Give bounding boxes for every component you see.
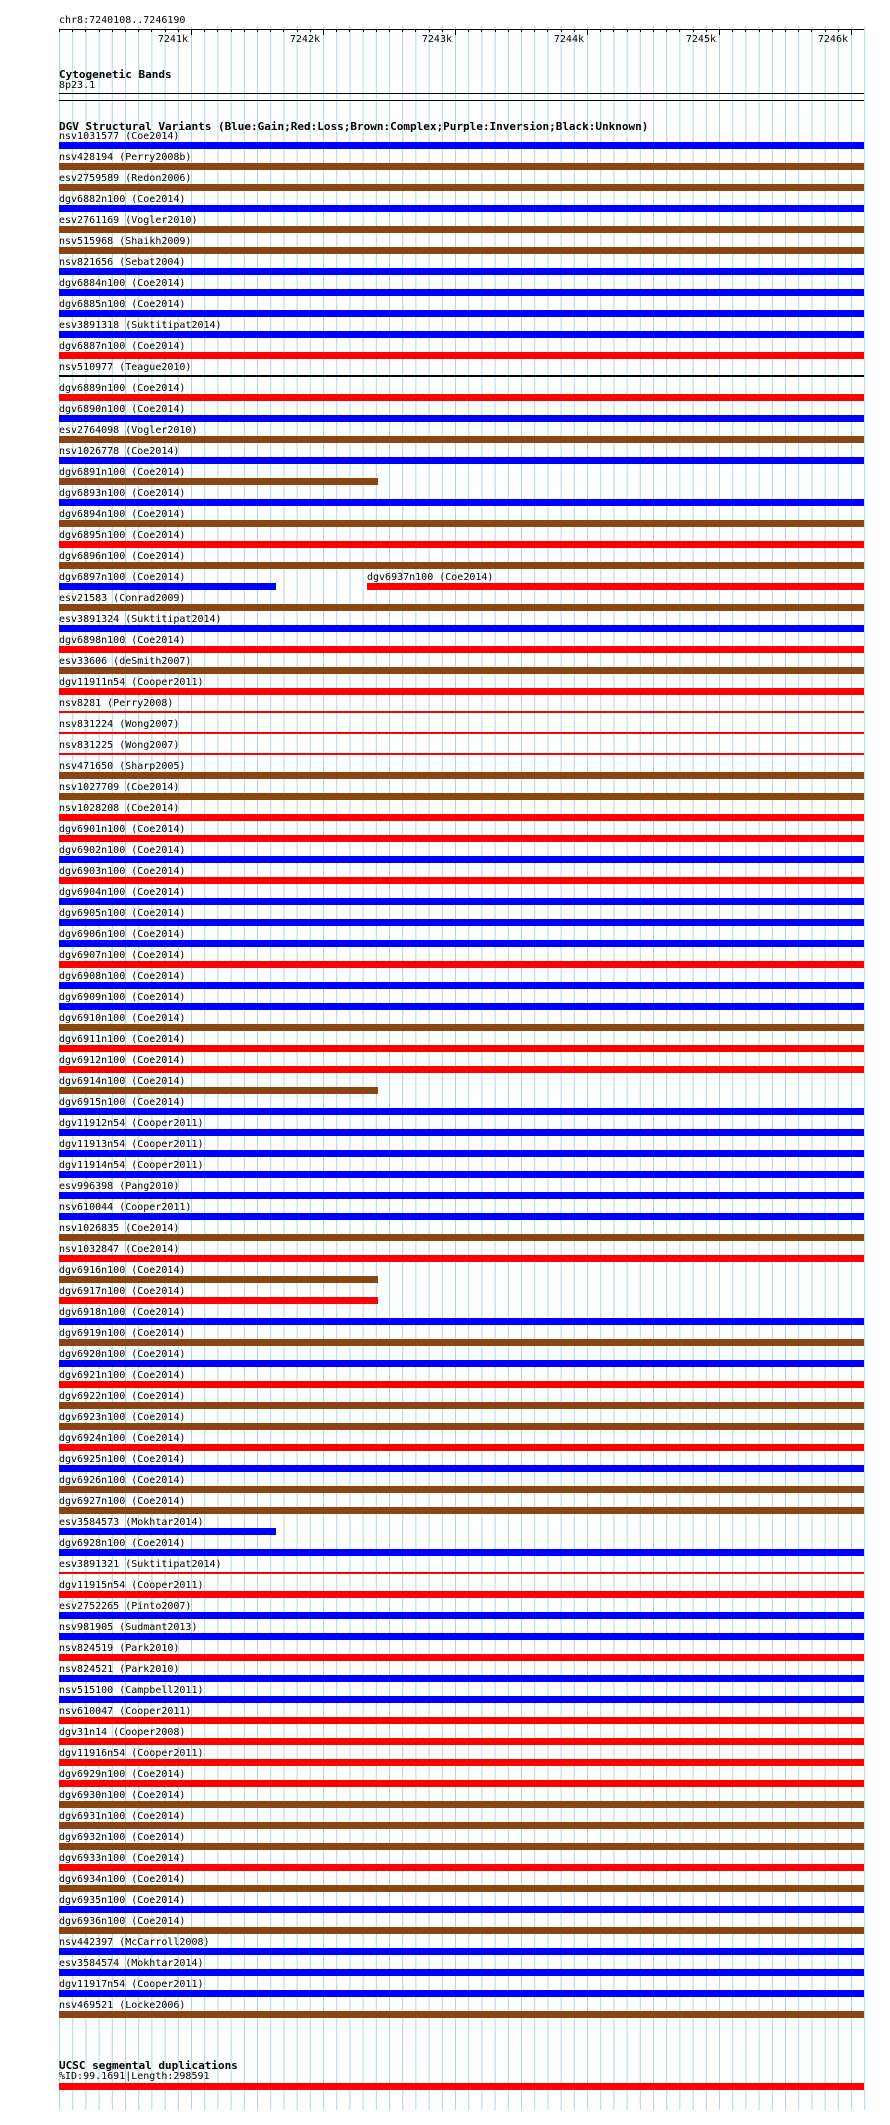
variant-bar[interactable] <box>59 919 864 926</box>
ruler-minor-tick <box>613 29 614 32</box>
ruler-minor-tick <box>138 29 139 32</box>
variant-bar[interactable] <box>59 1192 864 1199</box>
variant-bar[interactable] <box>59 1066 864 1073</box>
ruler-minor-tick <box>297 29 298 32</box>
variant-bar[interactable] <box>59 835 864 842</box>
variant-bar[interactable] <box>59 646 864 653</box>
ruler-minor-tick <box>627 29 628 32</box>
variant-label[interactable]: nsv510977 (Teague2010) <box>59 362 192 373</box>
variant-bar[interactable] <box>59 184 864 191</box>
ruler-minor-tick <box>666 29 667 32</box>
variant-bar[interactable] <box>59 541 864 548</box>
variant-label[interactable]: dgv6930n100 (Coe2014) <box>59 1790 186 1801</box>
variant-bar[interactable] <box>59 1738 864 1745</box>
variant-bar[interactable] <box>59 667 864 674</box>
variant-bar[interactable] <box>59 1171 864 1178</box>
variant-bar[interactable] <box>59 375 864 377</box>
variant-label[interactable]: dgv11917n54 (Cooper2011) <box>59 1979 204 1990</box>
variant-label[interactable]: dgv6918n100 (Coe2014) <box>59 1307 186 1318</box>
ruler-minor-tick <box>217 29 218 32</box>
segdup-label[interactable]: %ID:99.1691|Length:298591 <box>59 2071 210 2082</box>
variant-bar[interactable] <box>59 1717 864 1724</box>
variant-bar[interactable] <box>59 1572 864 1574</box>
ruler-minor-tick <box>547 29 548 32</box>
variant-bar[interactable] <box>59 394 864 401</box>
variant-label[interactable]: esv3891321 (Suktitipat2014) <box>59 1559 222 1570</box>
variant-bar[interactable] <box>59 226 864 233</box>
variant-bar[interactable] <box>59 1150 864 1157</box>
variant-bar[interactable] <box>59 436 864 443</box>
ruler-minor-tick <box>389 29 390 32</box>
ruler-minor-tick <box>574 29 575 32</box>
variant-label[interactable]: dgv6925n100 (Coe2014) <box>59 1454 186 1465</box>
ruler-minor-tick <box>349 29 350 32</box>
ruler-minor-tick <box>310 29 311 32</box>
ruler-minor-tick <box>653 29 654 32</box>
variant-bar[interactable] <box>59 583 276 590</box>
variant-label[interactable]: nsv824521 (Park2010) <box>59 1664 180 1675</box>
ruler-minor-tick <box>323 29 324 32</box>
variant-bar[interactable] <box>59 1654 864 1661</box>
variant-bar[interactable] <box>59 940 864 947</box>
variant-bar[interactable] <box>59 1255 864 1262</box>
variant-label[interactable]: dgv6922n100 (Coe2014) <box>59 1391 186 1402</box>
variant-bar[interactable] <box>59 604 864 611</box>
variant-bar[interactable] <box>59 1129 864 1136</box>
variant-label[interactable]: dgv6894n100 (Coe2014) <box>59 509 186 520</box>
ruler-minor-tick <box>125 29 126 32</box>
variant-label[interactable]: esv2764098 (Vogler2010) <box>59 425 198 436</box>
variant-bar[interactable] <box>59 352 864 359</box>
variant-label[interactable]: dgv6882n100 (Coe2014) <box>59 194 186 205</box>
variant-label[interactable]: dgv31n14 (Cooper2008) <box>59 1727 186 1738</box>
variant-label[interactable]: nsv8281 (Perry2008) <box>59 698 174 709</box>
ruler-minor-tick <box>798 29 799 32</box>
ruler-minor-tick <box>402 29 403 32</box>
ruler-minor-tick <box>191 29 192 32</box>
variant-bar[interactable] <box>59 898 864 905</box>
variant-label[interactable]: nsv471650 (Sharp2005) <box>59 761 186 772</box>
variant-bar[interactable] <box>59 289 864 296</box>
ruler-minor-tick <box>363 29 364 32</box>
variant-label[interactable]: dgv6917n100 (Coe2014) <box>59 1286 186 1297</box>
ruler-minor-tick <box>151 29 152 32</box>
variant-label[interactable]: nsv1027709 (Coe2014) <box>59 782 180 793</box>
ruler-minor-tick <box>508 29 509 32</box>
variant-label[interactable]: dgv6889n100 (Coe2014) <box>59 383 186 394</box>
variant-bar[interactable] <box>59 1822 864 1829</box>
ruler-minor-tick <box>772 29 773 32</box>
variant-label[interactable]: nsv831224 (Wong2007) <box>59 719 180 730</box>
ruler-minor-tick <box>759 29 760 32</box>
variant-bar[interactable] <box>59 982 864 989</box>
variant-bar[interactable] <box>59 415 864 422</box>
ruler-minor-tick <box>244 29 245 32</box>
variant-label[interactable]: dgv6884n100 (Coe2014) <box>59 278 186 289</box>
cytoband-track-title[interactable]: Cytogenetic Bands <box>59 68 172 81</box>
ruler-minor-tick <box>415 29 416 32</box>
variant-label[interactable]: dgv11912n54 (Cooper2011) <box>59 1118 204 1129</box>
variant-label[interactable]: dgv6903n100 (Coe2014) <box>59 866 186 877</box>
variant-label[interactable]: dgv6909n100 (Coe2014) <box>59 992 186 1003</box>
ruler-minor-tick <box>270 29 271 32</box>
ruler-minor-tick <box>85 29 86 32</box>
variant-label[interactable]: esv996398 (Pang2010) <box>59 1181 180 1192</box>
variant-label[interactable]: dgv6934n100 (Coe2014) <box>59 1874 186 1885</box>
variant-bar[interactable] <box>59 1213 864 1220</box>
variant-label[interactable]: esv3891318 (Suktitipat2014) <box>59 320 222 331</box>
variant-bar[interactable] <box>59 142 864 149</box>
ruler-minor-tick <box>59 29 60 32</box>
variant-label[interactable]: dgv11916n54 (Cooper2011) <box>59 1748 204 1759</box>
variant-label[interactable]: dgv6906n100 (Coe2014) <box>59 929 186 940</box>
variant-label[interactable]: dgv6902n100 (Coe2014) <box>59 845 186 856</box>
variant-bar[interactable] <box>59 877 864 884</box>
variant-bar[interactable] <box>59 1612 864 1619</box>
variant-label[interactable]: dgv6916n100 (Coe2014) <box>59 1265 186 1276</box>
variant-label[interactable]: dgv6927n100 (Coe2014) <box>59 1496 186 1507</box>
ruler-tick-label: 7241k <box>157 34 188 45</box>
variant-label[interactable]: dgv6936n100 (Coe2014) <box>59 1916 186 1927</box>
cytoband-rule-bottom <box>59 100 864 101</box>
variant-bar[interactable] <box>59 247 864 254</box>
variant-label[interactable]: dgv11911n54 (Cooper2011) <box>59 677 204 688</box>
ruler-minor-tick <box>336 29 337 32</box>
variant-label[interactable]: nsv515100 (Campbell2011) <box>59 1685 204 1696</box>
ruler-minor-tick <box>811 29 812 32</box>
variant-bar[interactable] <box>59 562 864 569</box>
ruler-minor-tick <box>429 29 430 32</box>
ruler-minor-tick <box>679 29 680 32</box>
variant-label[interactable]: dgv6910n100 (Coe2014) <box>59 1013 186 1024</box>
segdup-feature-bar[interactable] <box>59 2083 864 2090</box>
variant-bar[interactable] <box>59 625 864 632</box>
ruler-minor-tick <box>112 29 113 32</box>
variant-bar[interactable] <box>59 163 864 170</box>
variant-bar[interactable] <box>59 1843 864 1850</box>
variant-label[interactable]: dgv6932n100 (Coe2014) <box>59 1832 186 1843</box>
variant-label[interactable]: esv3584573 (Mokhtar2014) <box>59 1517 204 1528</box>
variant-label[interactable]: dgv6923n100 (Coe2014) <box>59 1412 186 1423</box>
variant-label[interactable]: dgv6912n100 (Coe2014) <box>59 1055 186 1066</box>
variant-label[interactable]: dgv6887n100 (Coe2014) <box>59 341 186 352</box>
ruler-minor-tick <box>455 29 456 32</box>
ruler-minor-tick <box>165 29 166 32</box>
variant-bar[interactable] <box>59 1423 864 1430</box>
variant-label[interactable]: nsv442397 (McCarroll2008) <box>59 1937 210 1948</box>
variant-label[interactable]: dgv6904n100 (Coe2014) <box>59 887 186 898</box>
variant-bar[interactable] <box>59 1234 864 1241</box>
variant-label[interactable]: dgv6911n100 (Coe2014) <box>59 1034 186 1045</box>
ruler-minor-tick <box>495 29 496 32</box>
variant-bar[interactable] <box>59 1024 864 1031</box>
cytoband-label[interactable]: 8p23.1 <box>59 80 96 91</box>
variant-label[interactable]: dgv6885n100 (Coe2014) <box>59 299 186 310</box>
ruler-minor-tick <box>481 29 482 32</box>
variant-label[interactable]: dgv6896n100 (Coe2014) <box>59 551 186 562</box>
variant-bar[interactable] <box>59 1885 864 1892</box>
variant-label[interactable]: esv3584574 (Mokhtar2014) <box>59 1958 204 1969</box>
variant-label[interactable]: dgv6924n100 (Coe2014) <box>59 1433 186 1444</box>
variant-label[interactable]: dgv6898n100 (Coe2014) <box>59 635 186 646</box>
variant-bar[interactable] <box>59 1486 864 1493</box>
variant-label[interactable]: dgv6897n100 (Coe2014) <box>59 572 186 583</box>
ruler-minor-tick <box>204 29 205 32</box>
ruler-minor-tick <box>376 29 377 32</box>
variant-label[interactable]: dgv6928n100 (Coe2014) <box>59 1538 186 1549</box>
ruler-minor-tick <box>745 29 746 32</box>
ruler-minor-tick <box>231 29 232 32</box>
variant-bar[interactable] <box>59 856 864 863</box>
variant-label[interactable]: dgv6929n100 (Coe2014) <box>59 1769 186 1780</box>
variant-bar[interactable] <box>59 205 864 212</box>
variant-bar[interactable] <box>59 310 864 317</box>
variant-bar[interactable] <box>59 499 864 506</box>
variant-bar[interactable] <box>59 331 864 338</box>
variant-bar[interactable] <box>59 1402 864 1409</box>
variant-bar[interactable] <box>59 457 864 464</box>
variant-bar[interactable] <box>59 1360 864 1367</box>
variant-bar[interactable] <box>59 793 864 800</box>
ruler-minor-tick <box>785 29 786 32</box>
variant-bar[interactable] <box>59 1948 864 1955</box>
variant-label[interactable]: dgv6890n100 (Coe2014) <box>59 404 186 415</box>
ruler-minor-tick <box>640 29 641 32</box>
ruler-axis <box>59 29 864 30</box>
variant-label[interactable]: nsv610047 (Cooper2011) <box>59 1706 192 1717</box>
variant-label[interactable]: dgv11915n54 (Cooper2011) <box>59 1580 204 1591</box>
variant-bar[interactable] <box>59 961 864 968</box>
variant-label[interactable]: esv3891324 (Suktitipat2014) <box>59 614 222 625</box>
variant-label[interactable]: esv2759589 (Redon2006) <box>59 173 192 184</box>
ruler-minor-tick <box>561 29 562 32</box>
variant-label[interactable]: nsv831225 (Wong2007) <box>59 740 180 751</box>
variant-label[interactable]: dgv6891n100 (Coe2014) <box>59 467 186 478</box>
ruler-minor-tick <box>600 29 601 32</box>
variant-bar[interactable] <box>59 1969 864 1976</box>
variant-label[interactable]: nsv1026778 (Coe2014) <box>59 446 180 457</box>
variant-bar[interactable] <box>59 1696 864 1703</box>
ruler-minor-tick <box>732 29 733 32</box>
variant-bar[interactable] <box>59 1759 864 1766</box>
ruler-minor-tick <box>178 29 179 32</box>
variant-bar[interactable] <box>59 1087 378 1094</box>
variant-bar[interactable] <box>59 772 864 779</box>
ruler-minor-tick <box>442 29 443 32</box>
variant-bar[interactable] <box>59 1108 864 1115</box>
variant-bar[interactable] <box>367 583 864 590</box>
ruler-tick-label: 7244k <box>553 34 584 45</box>
variant-bar[interactable] <box>59 1528 276 1535</box>
variant-bar[interactable] <box>59 688 864 695</box>
variant-label[interactable]: nsv515968 (Shaikh2009) <box>59 236 192 247</box>
variant-bar[interactable] <box>59 1864 864 1871</box>
variant-label[interactable]: dgv6907n100 (Coe2014) <box>59 950 186 961</box>
variant-label[interactable]: dgv6914n100 (Coe2014) <box>59 1076 186 1087</box>
variant-label[interactable]: dgv6926n100 (Coe2014) <box>59 1475 186 1486</box>
variant-bar[interactable] <box>59 1045 864 1052</box>
variant-bar[interactable] <box>59 2011 864 2018</box>
ruler-tick-label: 7242k <box>289 34 320 45</box>
variant-label[interactable]: dgv6895n100 (Coe2014) <box>59 530 186 541</box>
position-label: chr8:7240108..7246190 <box>59 15 186 26</box>
ruler-minor-tick <box>838 29 839 32</box>
variant-bar[interactable] <box>59 520 864 527</box>
ruler-minor-tick <box>99 29 100 32</box>
ruler-minor-tick <box>468 29 469 32</box>
variant-label[interactable]: dgv6935n100 (Coe2014) <box>59 1895 186 1906</box>
variant-label[interactable]: dgv11913n54 (Cooper2011) <box>59 1139 204 1150</box>
variant-label[interactable]: nsv1028208 (Coe2014) <box>59 803 180 814</box>
variant-bar[interactable] <box>59 268 864 275</box>
variant-bar[interactable] <box>59 1381 864 1388</box>
variant-bar[interactable] <box>59 1633 864 1640</box>
variant-label[interactable]: dgv6905n100 (Coe2014) <box>59 908 186 919</box>
dgv-track-title[interactable]: DGV Structural Variants (Blue:Gain;Red:Loss;Brown:Complex;Purple:Inversion;Black:Unknown) <box>59 120 649 133</box>
ruler-minor-tick <box>534 29 535 32</box>
ruler-minor-tick <box>72 29 73 32</box>
variant-bar[interactable] <box>59 1465 864 1472</box>
variant-label[interactable]: nsv610044 (Cooper2011) <box>59 1202 192 1213</box>
variant-label[interactable]: esv33606 (deSmith2007) <box>59 656 192 667</box>
ruler-tick-label: 7243k <box>421 34 452 45</box>
variant-label[interactable]: dgv6921n100 (Coe2014) <box>59 1370 186 1381</box>
variant-label[interactable]: dgv6937n100 (Coe2014) <box>367 572 494 583</box>
variant-label[interactable]: dgv6915n100 (Coe2014) <box>59 1097 186 1108</box>
variant-label[interactable]: nsv469521 (Locke2006) <box>59 2000 186 2011</box>
variant-label[interactable]: esv2761169 (Vogler2010) <box>59 215 198 226</box>
variant-label[interactable]: esv21583 (Conrad2009) <box>59 593 186 604</box>
ruler-minor-tick <box>283 29 284 32</box>
variant-label[interactable]: nsv1032847 (Coe2014) <box>59 1244 180 1255</box>
variant-label[interactable]: nsv428194 (Perry2008b) <box>59 152 192 163</box>
ruler-minor-tick <box>587 29 588 32</box>
ruler-minor-tick <box>521 29 522 32</box>
ruler-tick-label: 7246k <box>817 34 848 45</box>
variant-bar[interactable] <box>59 1444 864 1451</box>
variant-bar[interactable] <box>59 814 864 821</box>
variant-bar[interactable] <box>59 1906 864 1913</box>
variant-label[interactable]: dgv6933n100 (Coe2014) <box>59 1853 186 1864</box>
variant-label[interactable]: dgv6908n100 (Coe2014) <box>59 971 186 982</box>
variant-label[interactable]: nsv824519 (Park2010) <box>59 1643 180 1654</box>
variant-bar[interactable] <box>59 1003 864 1010</box>
variant-bar[interactable] <box>59 1318 864 1325</box>
variant-bar[interactable] <box>59 711 864 713</box>
variant-bar[interactable] <box>59 1990 864 1997</box>
variant-bar[interactable] <box>59 478 378 485</box>
variant-bar[interactable] <box>59 1591 864 1598</box>
ruler-minor-tick <box>719 29 720 32</box>
variant-bar[interactable] <box>59 732 864 734</box>
variant-bar[interactable] <box>59 1801 864 1808</box>
variant-label[interactable]: nsv1026835 (Coe2014) <box>59 1223 180 1234</box>
segdup-track-title[interactable]: UCSC segmental duplications <box>59 2059 238 2072</box>
ruler-tick-label: 7245k <box>685 34 716 45</box>
variant-label[interactable]: esv2752265 (Pinto2007) <box>59 1601 192 1612</box>
variant-bar[interactable] <box>59 753 864 755</box>
variant-label[interactable]: dgv11914n54 (Cooper2011) <box>59 1160 204 1171</box>
variant-bar[interactable] <box>59 1297 378 1304</box>
ruler-minor-tick <box>851 29 852 32</box>
variant-label[interactable]: dgv6901n100 (Coe2014) <box>59 824 186 835</box>
variant-label[interactable]: dgv6931n100 (Coe2014) <box>59 1811 186 1822</box>
variant-label[interactable]: dgv6920n100 (Coe2014) <box>59 1349 186 1360</box>
ruler-minor-tick <box>706 29 707 32</box>
variant-label[interactable]: nsv981905 (Sudmant2013) <box>59 1622 198 1633</box>
variant-bar[interactable] <box>59 1549 864 1556</box>
variant-bar[interactable] <box>59 1276 378 1283</box>
variant-label[interactable]: dgv6919n100 (Coe2014) <box>59 1328 186 1339</box>
ruler-minor-tick <box>825 29 826 32</box>
ruler-minor-tick <box>257 29 258 32</box>
variant-bar[interactable] <box>59 1507 864 1514</box>
variant-label[interactable]: nsv1031577 (Coe2014) <box>59 131 180 142</box>
cytoband-rule-top <box>59 93 864 94</box>
ruler-minor-tick <box>693 29 694 32</box>
variant-bar[interactable] <box>59 1927 864 1934</box>
variant-bar[interactable] <box>59 1675 864 1682</box>
variant-bar[interactable] <box>59 1339 864 1346</box>
variant-label[interactable]: nsv821656 (Sebat2004) <box>59 257 186 268</box>
variant-label[interactable]: dgv6893n100 (Coe2014) <box>59 488 186 499</box>
variant-bar[interactable] <box>59 1780 864 1787</box>
